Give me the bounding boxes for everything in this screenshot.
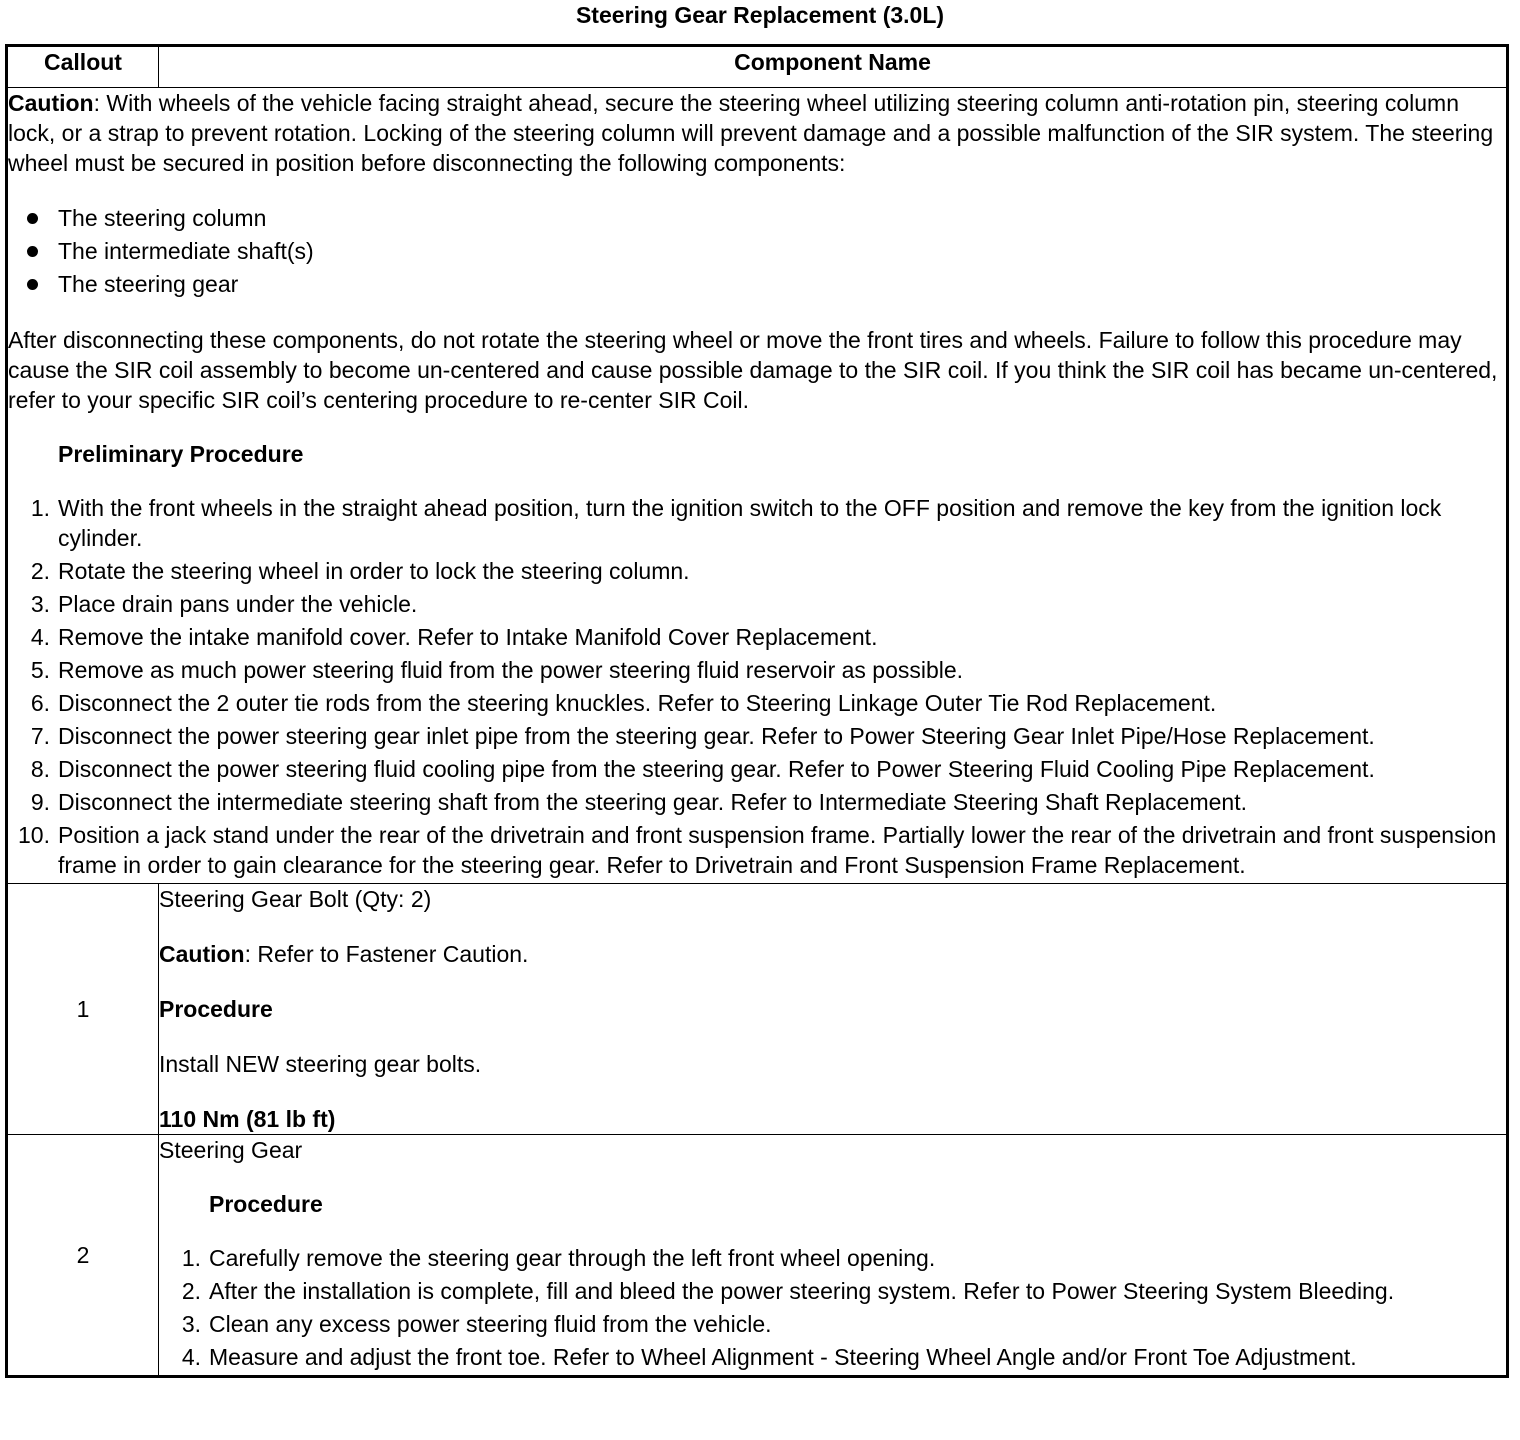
step-text: Position a jack stand under the rear of the drivetrain and front suspension frame. Partially lower the rear of the drivetrain and front suspension frame in order to gain clearance for the steering gear. Refer to Drivetrain and Front Suspension Frame Replacement.: [58, 822, 1497, 878]
callout-number: 1: [7, 884, 159, 1135]
list-item: [8, 268, 1506, 301]
step-text: With the front wheels in the straight ahead position, turn the ignition switch to the OFF position and remove the key from the ignition lock cylinder.: [58, 495, 1442, 551]
step-text: Remove as much power steering fluid from the power steering fluid reservoir as possible.: [58, 657, 964, 683]
component-cell: [159, 1135, 1508, 1377]
list-item: [8, 721, 1506, 751]
step-text: Disconnect the power steering fluid cooling pipe from the steering gear. Refer to Power Steering Fluid Cooling Pipe Replacement.: [58, 756, 1375, 782]
step-text: Remove the intake manifold cover. Refer to Intake Manifold Cover Replacement.: [58, 624, 878, 650]
step-number: 7.: [30, 723, 50, 749]
bullet-icon: [27, 279, 38, 290]
step-number: 4.: [30, 624, 50, 650]
bullet-icon: [27, 213, 38, 224]
step-text: Carefully remove the steering gear through the left front wheel opening.: [209, 1245, 936, 1271]
step-text: Clean any excess power steering fluid from the vehicle.: [209, 1311, 772, 1337]
step-number: 1.: [181, 1245, 201, 1271]
caution-label: Caution: [8, 90, 94, 116]
step-number: 2.: [181, 1278, 201, 1304]
step-number: 8.: [30, 756, 50, 782]
list-item: [8, 556, 1506, 586]
list-item: [8, 235, 1506, 268]
bullet-text: The intermediate shaft(s): [58, 238, 314, 264]
step-text: Measure and adjust the front toe. Refer to Wheel Alignment - Steering Wheel Angle and/or Front Toe Adjustment.: [209, 1344, 1357, 1370]
preliminary-steps: [8, 493, 1506, 880]
bullet-icon: [27, 246, 38, 257]
list-item: [8, 655, 1506, 685]
caution-label: Caution: [159, 941, 245, 967]
step-number: 6.: [30, 690, 50, 716]
step-text: After the installation is complete, fill and bleed the power steering system. Refer to Power Steering System Bleeding.: [209, 1278, 1395, 1304]
list-item: [159, 1309, 1506, 1339]
bullet-text: The steering gear: [58, 271, 239, 297]
list-item: [8, 820, 1506, 880]
table-row: [7, 1135, 1508, 1377]
step-text: Rotate the steering wheel in order to lock the steering column.: [58, 558, 690, 584]
table-row: [7, 884, 1508, 1135]
preliminary-procedure-heading: Preliminary Procedure: [58, 441, 304, 467]
list-item: [8, 589, 1506, 619]
procedure-heading: Procedure: [209, 1191, 323, 1217]
list-item: [8, 787, 1506, 817]
list-item: [159, 1276, 1506, 1306]
component-cell: [159, 884, 1508, 1135]
component-bullet-list: [8, 202, 1506, 301]
step-number: 9.: [30, 789, 50, 815]
step-text: Disconnect the intermediate steering shaft from the steering gear. Refer to Intermediate Steering Shaft Replacement.: [58, 789, 1247, 815]
instruction-text: Install NEW steering gear bolts.: [159, 1051, 482, 1077]
list-item: [8, 202, 1506, 235]
step-text: Disconnect the power steering gear inlet pipe from the steering gear. Refer to Power Steering Gear Inlet Pipe/Hose Replacement.: [58, 723, 1375, 749]
step-number: 3.: [30, 591, 50, 617]
component-name: Steering Gear: [159, 1137, 303, 1163]
caution-text: : Refer to Fastener Caution.: [244, 941, 529, 967]
caution-text: : With wheels of the vehicle facing straight ahead, secure the steering wheel utilizing steering column anti-rotation pin, steering column lock, or a strap to prevent rotation. Locking of the steering column will prevent damage and a possible malfunction of the SIR system. The steering wheel must be secured in position before disconnecting the following components:: [8, 90, 1494, 176]
callout-number: 2: [7, 1135, 159, 1377]
intro-row: [7, 88, 1508, 884]
list-item: [8, 688, 1506, 718]
step-text: Disconnect the 2 outer tie rods from the steering knuckles. Refer to Steering Linkage Outer Tie Rod Replacement.: [58, 690, 1217, 716]
list-item: [159, 1342, 1506, 1372]
step-number: 2.: [30, 558, 50, 584]
step-number: 10.: [18, 822, 50, 848]
bullet-text: The steering column: [58, 205, 267, 231]
component-name: Steering Gear Bolt (Qty: 2): [159, 886, 432, 912]
list-item: [159, 1243, 1506, 1273]
after-disconnect-paragraph: After disconnecting these components, do not rotate the steering wheel or move the front tires and wheels. Failure to follow this procedure may cause the SIR coil assembly to become un-centered and cause possible damage to the SIR coil. If you think the SIR coil has became un-centered, refer to your specific SIR coil’s centering procedure to re-center SIR Coil.: [8, 327, 1498, 413]
page-title: Steering Gear Replacement (3.0L): [575, 2, 945, 28]
step-number: 5.: [30, 657, 50, 683]
caution-paragraph: [159, 939, 1506, 969]
list-item: [8, 754, 1506, 784]
step-text: Place drain pans under the vehicle.: [58, 591, 418, 617]
header-component-name: Component Name: [159, 46, 1508, 88]
procedure-steps: [159, 1243, 1506, 1372]
torque-spec: 110 Nm (81 lb ft): [159, 1106, 336, 1132]
step-number: 4.: [181, 1344, 201, 1370]
intro-cell: [7, 88, 1508, 884]
step-number: 3.: [181, 1311, 201, 1337]
step-number: 1.: [30, 495, 50, 521]
list-item: [8, 622, 1506, 652]
procedure-heading: Procedure: [159, 996, 273, 1022]
procedure-table: [5, 44, 1509, 1378]
table-header-row: [7, 46, 1508, 88]
header-callout: Callout: [7, 46, 159, 88]
list-item: [8, 493, 1506, 553]
caution-paragraph: [8, 88, 1506, 178]
